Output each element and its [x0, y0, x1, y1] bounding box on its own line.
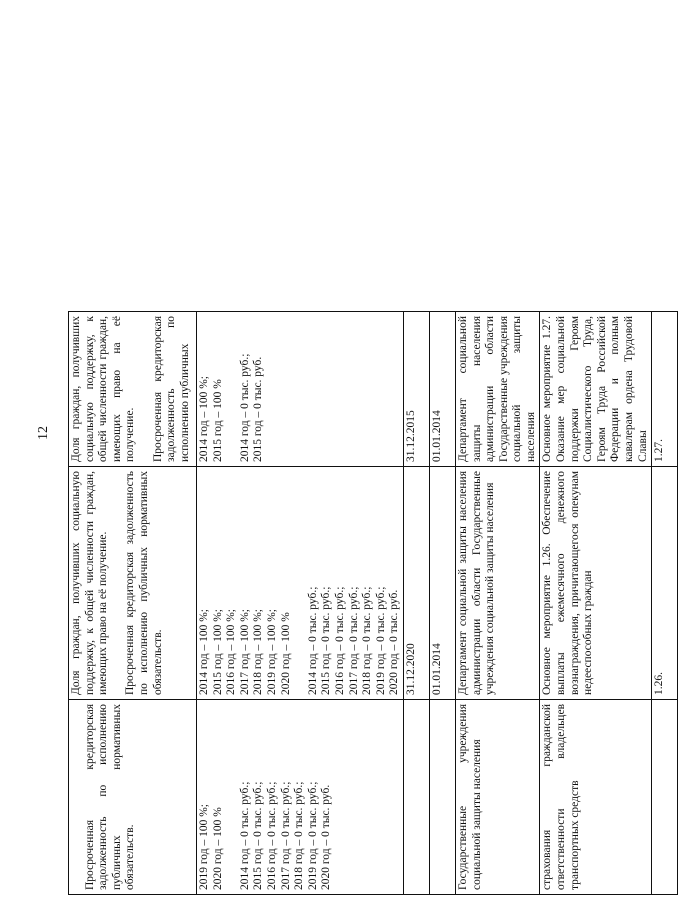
executor-cell: [455, 312, 540, 467]
budget-cell: [197, 700, 404, 895]
budget-percent-line: 2018 год – 100 %;: [252, 609, 265, 695]
spacer: [225, 316, 239, 462]
end-date-cell-text: 31.12.2020: [404, 643, 417, 695]
executor-cell-text: Департамент социальной защиты населения администрации области Государственные учреждения социальной защиты населения: [456, 471, 497, 695]
budget-amount-line: 2014 год – 0 тыс. руб.;: [238, 353, 251, 462]
spacer: [70, 704, 84, 890]
executor-cell-text: Государственные учреждения социальной защиты населения: [456, 704, 483, 890]
budget-percent-line: 2019 год – 100 %;: [198, 804, 210, 890]
budget-amount-line: 2020 год – 0 тыс. руб.: [388, 589, 401, 695]
budget-percent-line: 2015 год – 100 %: [211, 379, 224, 462]
measure-name-cell: [540, 467, 652, 700]
measure-name-cell-text: Основное мероприятие 1.26. Обеспечение выплаты ежемесячного денежного вознаграждения, причитающегося опекунам недееспособных граждан: [541, 471, 595, 695]
table-row-name: [540, 38, 652, 895]
indicator-share: Доля граждан, получивших социальную поддержку, к общей численности граждан, имеющих право на её получение.: [70, 316, 137, 462]
executor-cell-text: Департамент социальной защиты населения администрации области Государственные учреждения социальной защиты населения: [456, 316, 537, 462]
number-cell: [652, 312, 678, 467]
budget-amount-line: 2018 год – 0 тыс. руб.;: [293, 781, 306, 890]
budget-percent-line: 2020 год – 100 %: [211, 807, 224, 890]
number-cell-text: 1.27.: [653, 439, 666, 462]
budget-amount-line: 2015 год – 0 тыс. руб.;: [320, 586, 333, 695]
table-row-num: [652, 38, 678, 895]
spacer: [111, 471, 125, 695]
budget-amount-line: 2017 год – 0 тыс. руб.;: [347, 586, 360, 695]
spacer: [138, 316, 152, 462]
indicator-arrears: Просроченная кредиторская задолженность по исполнению публичных: [151, 316, 191, 462]
measure-name-cell: [540, 700, 652, 895]
budget-cell: [197, 467, 404, 700]
spacer: [225, 704, 239, 890]
indicator-share: Доля граждан, получивших социальную поддержку, к общей численности граждан, имеющих право на её получение.: [70, 471, 110, 695]
measure-name-cell: [540, 312, 652, 467]
budget-amount-line: 2016 год – 0 тыс. руб.;: [265, 781, 278, 890]
table-row-budget: [197, 38, 404, 895]
start-date-cell-text: 01.01.2014: [430, 410, 443, 462]
table-row-start: [429, 38, 455, 895]
indicator-cell: [69, 312, 197, 467]
indicator-arrears: Просроченная кредиторская задолженность по исполнению публичных нормативных обязательств.: [124, 471, 164, 695]
page-number: 12: [36, 426, 51, 440]
budget-amount-line: 2019 год – 0 тыс. руб.;: [306, 781, 319, 890]
spacer: [293, 471, 307, 695]
table-row-executor: [455, 38, 540, 895]
budget-amount-line: 2014 год – 0 тыс. руб.;: [306, 586, 319, 695]
indicator-cell: [69, 467, 197, 700]
indicator-cell: [69, 700, 197, 895]
measures-table: [68, 37, 678, 895]
budget-amount-line: 2015 год – 0 тыс. руб.;: [252, 781, 265, 890]
budget-amount-line: 2014 год – 0 тыс. руб.;: [238, 781, 251, 890]
number-cell: [652, 467, 678, 700]
table-row-indicator: [69, 38, 197, 895]
start-date-cell: [429, 312, 455, 467]
budget-percent-line: 2014 год – 100 %;: [198, 376, 210, 462]
executor-cell: [455, 700, 540, 895]
budget-cell: [197, 312, 404, 467]
budget-amount-line: 2018 год – 0 тыс. руб.;: [361, 586, 374, 695]
end-date-cell-text: 31.12.2015: [404, 410, 417, 462]
indicator-arrears: Просроченная кредиторская задолженность по исполнению публичных нормативных обязательств.: [83, 704, 137, 890]
budget-percent-line: 2020 год – 100 %: [279, 612, 292, 695]
number-cell: [652, 700, 678, 895]
end-date-cell: [403, 467, 429, 700]
end-date-cell: [403, 312, 429, 467]
number-cell-text: 1.26.: [653, 672, 666, 695]
budget-amount-line: 2016 год – 0 тыс. руб.;: [333, 586, 346, 695]
budget-amount-line: 2015 год – 0 тыс. руб.: [252, 356, 265, 462]
start-date-cell-text: 01.01.2014: [430, 643, 443, 695]
measure-name-cell-text: Основное мероприятие 1.27. Оказание мер социальной поддержки Героям Социалистического Труда, Героям Труда Российской Федерации и полным кавалерам ордена Трудовой Славы: [541, 316, 649, 462]
end-date-cell: [403, 700, 429, 895]
start-date-cell: [429, 467, 455, 700]
budget-percent-line: 2019 год – 100 %;: [265, 609, 278, 695]
budget-amount-line: 2020 год – 0 тыс. руб.: [320, 784, 333, 890]
budget-amount-line: 2019 год – 0 тыс. руб.;: [374, 586, 387, 695]
executor-cell: [455, 467, 540, 700]
budget-amount-line: 2017 год – 0 тыс. руб.;: [279, 781, 292, 890]
budget-percent-line: 2016 год – 100 %;: [225, 609, 238, 695]
measures-table-container: [68, 38, 666, 895]
start-date-cell: [429, 700, 455, 895]
measure-name-cell-text: страхования гражданской ответственности владельцев транспортных средств: [541, 704, 581, 890]
budget-percent-line: 2014 год – 100 %;: [198, 609, 210, 695]
budget-percent-line: 2017 год – 100 %;: [238, 609, 251, 695]
table-row-end: [403, 38, 429, 895]
budget-percent-line: 2015 год – 100 %;: [211, 609, 224, 695]
